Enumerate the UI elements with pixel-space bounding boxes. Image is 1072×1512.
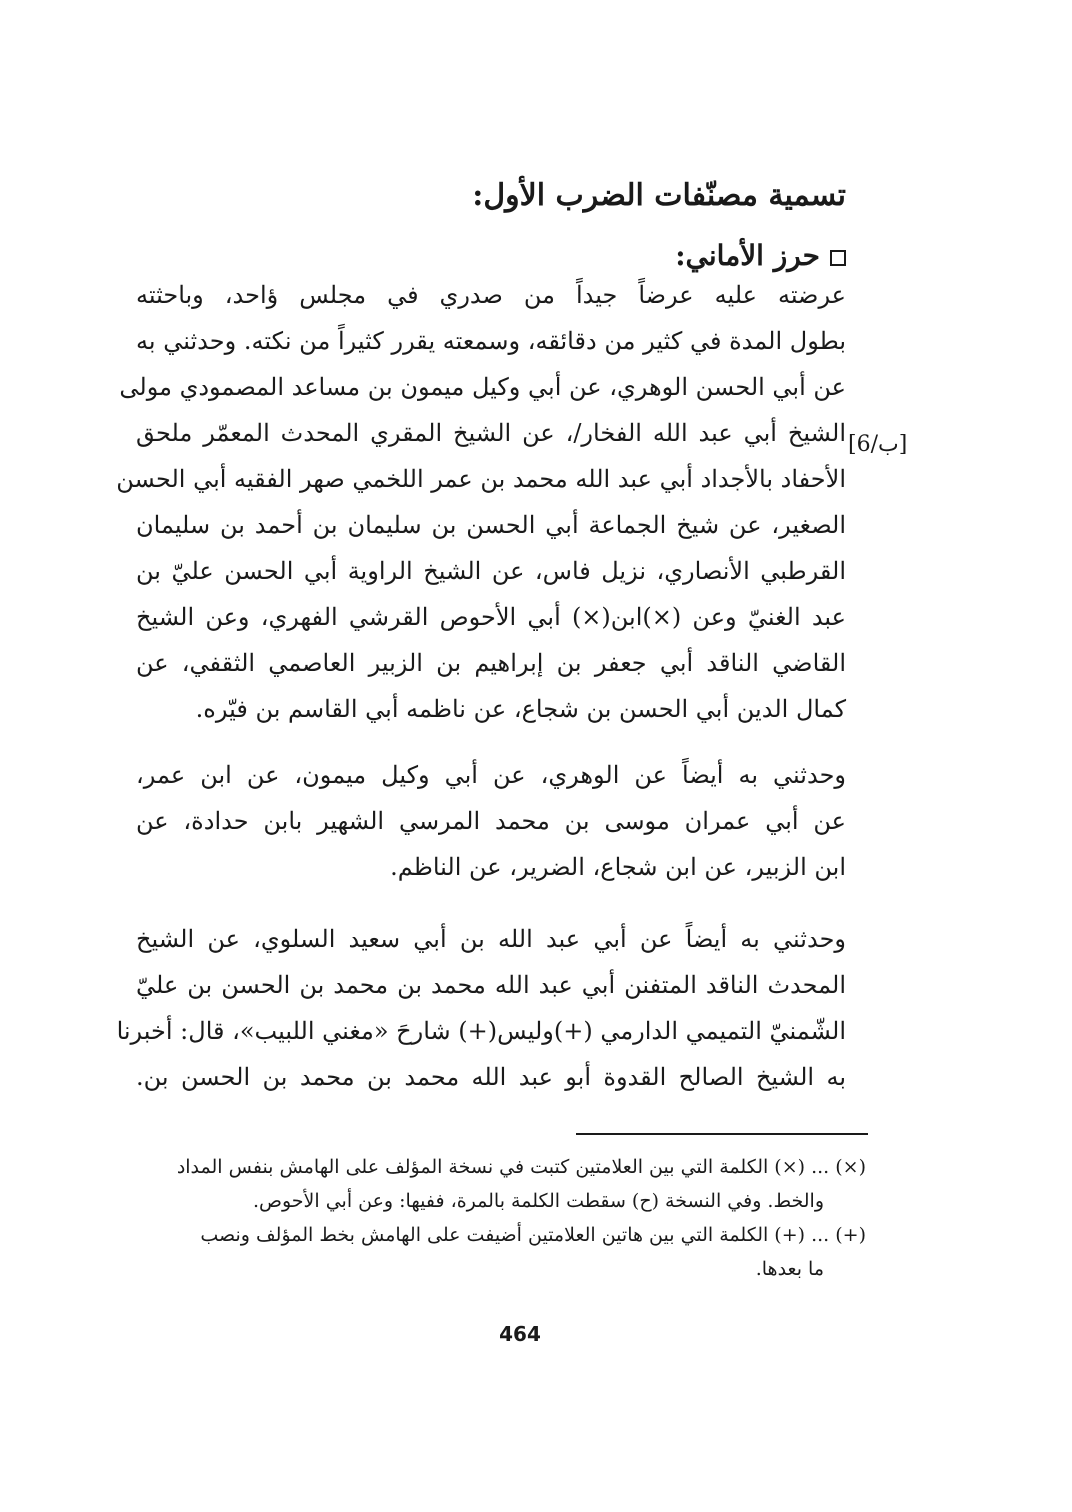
paragraph-2 — [136, 752, 846, 890]
paragraph-line: به الشيخ الصالح القدوة أبو عبد الله محمد بن محمد بن الحسن بن. — [136, 1063, 846, 1091]
footnote-line: والخط. وفي النسخة (ح) سقطت الكلمة بالمرة، ففيها: وعن أبي الأحوص. — [252, 1190, 824, 1212]
paragraph-line: ابن الزبير، عن ابن شجاع، الضرير، عن الناظم. — [390, 853, 846, 881]
margin-folio-note: [6/ب] — [848, 432, 908, 457]
paragraph-line: الشيخ أبي عبد الله الفخار/، عن الشيخ المقري المحدث المعمّر ملحق — [136, 419, 846, 447]
paragraph-line: الأحفاد بالأجداد أبي عبد الله محمد بن عمر اللخمي صهر الفقيه أبي الحسن — [116, 465, 846, 493]
paragraph-line: كمال الدين أبي الحسن بن شجاع، عن ناظمه أبي القاسم بن فيّره. — [195, 695, 846, 723]
paragraph-line: القاضي الناقد أبي جعفر بن إبراهيم بن الزبير العاصمي الثقفي، عن — [136, 649, 846, 677]
footnote-line: (×) ... (×) الكلمة التي بين العلامتين كتبت في نسخة المؤلف على الهامش بنفس المداد — [176, 1156, 866, 1178]
square-icon — [830, 250, 846, 266]
footnote-line: (+) ... (+) الكلمة التي بين هاتين العلامتين أضيفت على الهامش بخط المؤلف ونصب — [200, 1224, 866, 1246]
paragraph-line: عبد الغنيّ وعن (×)ابن(×) أبي الأحوص القرشي الفهري، وعن الشيخ — [136, 603, 846, 631]
subsection-title: حرز الأماني: — [675, 239, 820, 272]
paragraph-line: عرضته عليه عرضاً جيداً من صدري في مجلس ؤاحد، وباحثته — [136, 281, 847, 309]
paragraph-line: وحدثني به أيضاً عن الوهري، عن أبي وكيل ميمون، عن ابن عمر، — [136, 761, 846, 789]
paragraph-line: عن أبي عمران موسى بن محمد المرسي الشهير بابن حدادة، عن — [136, 807, 846, 835]
paragraph-line: المحدث الناقد المتفنن أبي عبد الله محمد بن محمد بن الحسن بن عليّ — [136, 971, 846, 999]
footnote-line: ما بعدها. — [755, 1258, 824, 1280]
paragraph-line: الشّمنيّ التميمي الدارمي (+)وليس(+) شارحَ «مغني اللبيب»، قال: أخبرنا — [116, 1017, 846, 1045]
footnote-1 — [156, 1150, 866, 1218]
footnote-2 — [156, 1218, 866, 1286]
footnote-separator — [576, 1133, 868, 1135]
paragraph-line: وحدثني به أيضاً عن أبي عبد الله بن أبي سعيد السلوي، عن الشيخ — [136, 925, 846, 953]
paragraph-line: القرطبي الأنصاري، نزيل فاس، عن الشيخ الراوية أبي الحسن عليّ بن — [136, 557, 846, 585]
page-number: 464 — [499, 1322, 541, 1346]
section-title: تسمية مصنّفات الضرب الأول: — [472, 178, 846, 213]
paragraph-3 — [116, 916, 846, 1100]
paragraph-line: بطول المدة في كثير من دقائقه، وسمعته يقرر كثيراً من نكته. وحدثني به — [136, 327, 846, 355]
paragraph-1 — [116, 272, 847, 732]
footnotes — [156, 1150, 866, 1286]
paragraph-line: الصغير، عن شيخ الجماعة أبي الحسن بن سليمان بن أحمد بن سليمان — [136, 511, 846, 539]
paragraph-line: عن أبي الحسن الوهري، عن أبي وكيل ميمون بن مساعد المصمودي مولى — [119, 373, 846, 401]
